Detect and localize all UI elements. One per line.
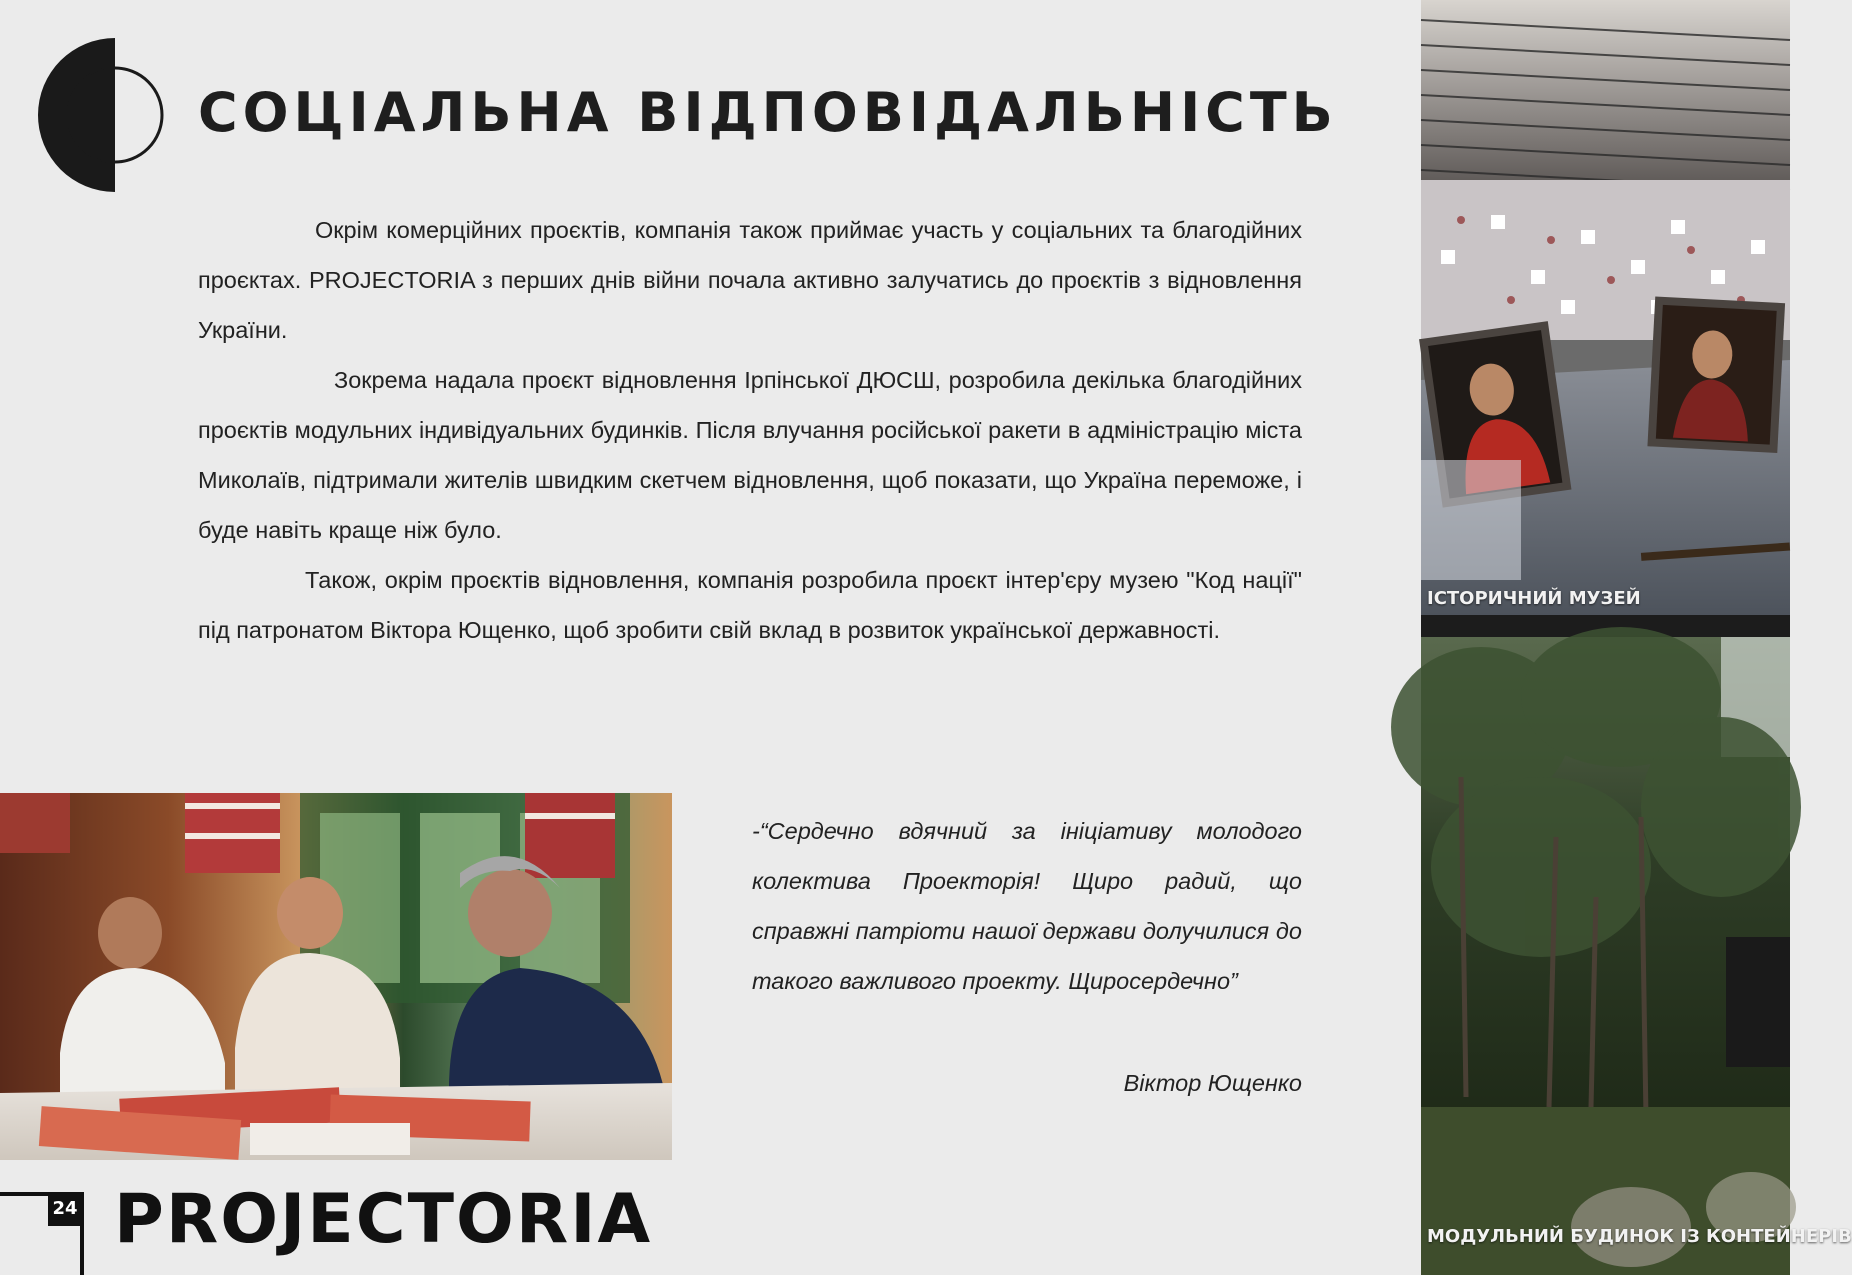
museum-render-image	[1421, 0, 1790, 615]
paragraph-3: Також, окрім проєктів відновлення, компанія розробила проєкт інтер'єру музею "Код нації" під патронатом Віктора Ющенко, щоб зробити свій вклад в розвиток української державності.	[198, 567, 1302, 643]
museum-caption: ІСТОРИЧНИЙ МУЗЕЙ	[1427, 588, 1641, 609]
quote-text: -“Сердечно вдячний за ініціативу молодого колектива Проекторія! Щиро радий, що справжні патріоти нашої держави долучилися до такого важливого проекту. Щиросердечно”	[752, 818, 1302, 994]
page-title: СОЦІАЛЬНА ВІДПОВІДАЛЬНІСТЬ	[198, 81, 1338, 144]
paragraph-1: Окрім комерційних проєктів, компанія також приймає участь у соціальних та благодійних проєктах. PROJECTORIA з перших днів війни почала активно залучатись до проєктів з відновлення України.	[198, 217, 1302, 343]
quote-author: Віктор Ющенко	[1123, 1070, 1302, 1096]
body-text	[198, 205, 1302, 655]
paragraph-2: Зокрема надала проєкт відновлення Ірпінської ДЮСШ, розробила декілька благодійних проєктів модульних індивідуальних будинків. Після влучання російської ракети в адміністрацію міста Миколаїв, підтримали жителів швидким скетчем відновлення, щоб показати, що Україна переможе, і буде навіть краще ніж було.	[198, 367, 1302, 543]
gallery-column	[1421, 0, 1852, 1275]
team-photo	[0, 793, 672, 1160]
brand-wordmark: PROJECTORIA	[114, 1180, 653, 1259]
brand-logo-mark-icon	[38, 38, 166, 192]
house-caption: МОДУЛЬНИЙ БУДИНОК ІЗ КОНТЕЙНЕРІВ	[1427, 1226, 1852, 1247]
page-number: 24	[48, 1192, 82, 1226]
modular-house-render-image	[1421, 637, 1790, 1275]
